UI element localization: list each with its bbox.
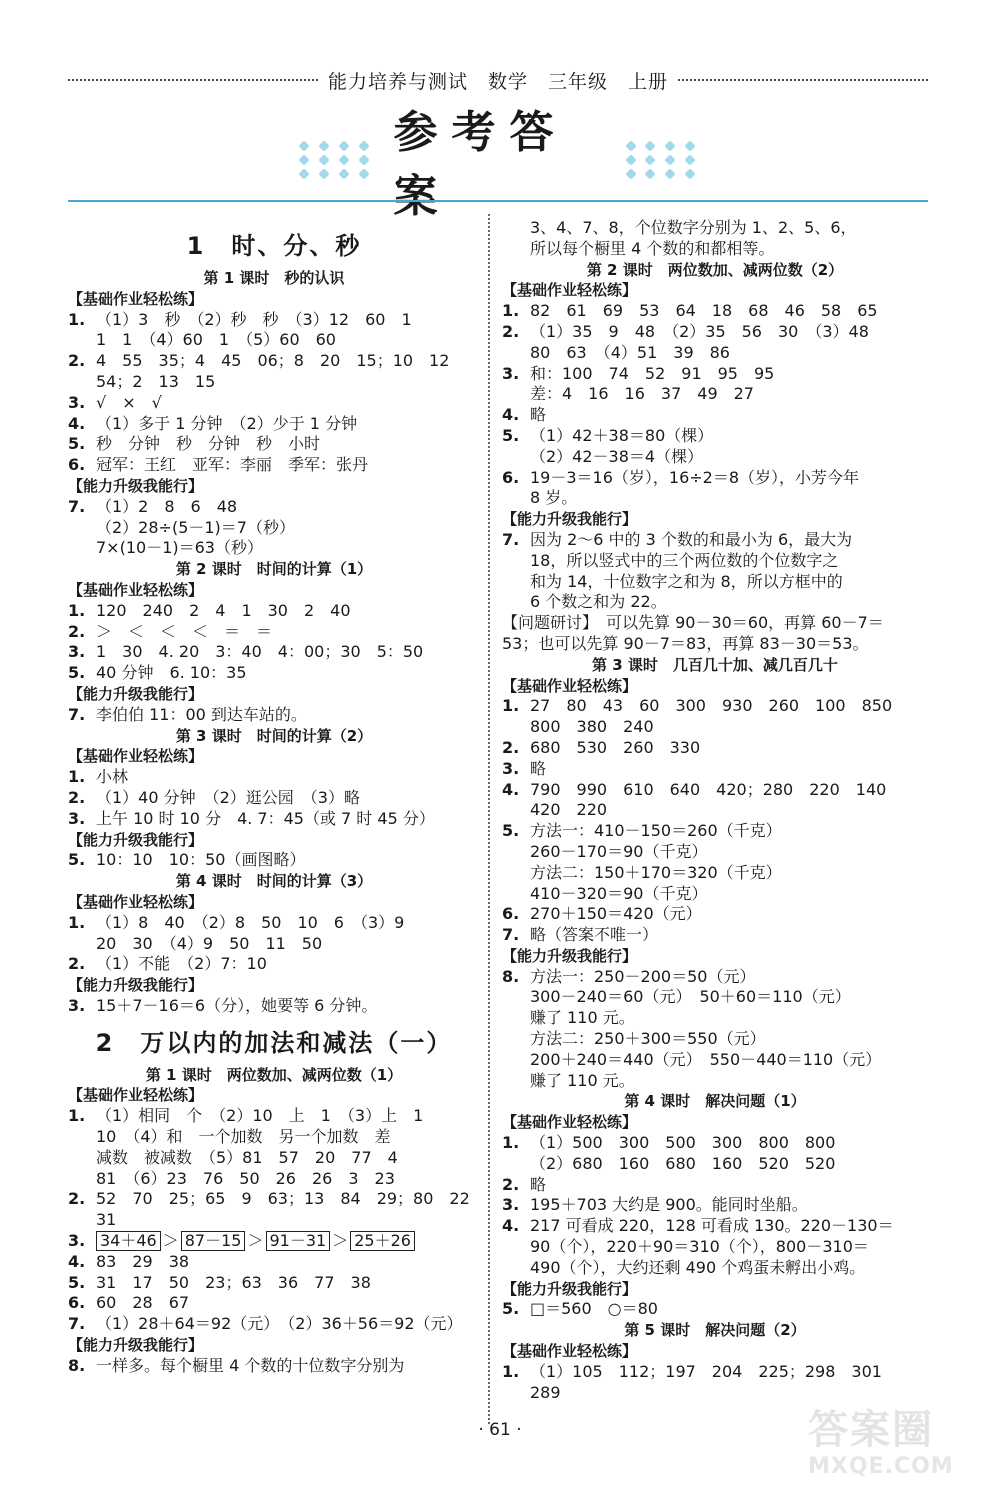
question-number: 3. — [502, 758, 520, 778]
answer-text: （1）500 300 500 300 800 800 — [530, 1133, 836, 1153]
answer-continuation: （2）42－38＝4（棵） — [530, 446, 704, 466]
answer-text: （1）多于 1 分钟 （2）少于 1 分钟 — [96, 413, 358, 433]
answer-text: 上午 10 时 10 分 4. 7：45（或 7 时 45 分） — [96, 808, 435, 828]
question-number: 1. — [68, 767, 86, 787]
answer-text: 217 可看成 220，128 可看成 130。220－130＝ — [530, 1216, 894, 1236]
question-number: 3. — [68, 808, 86, 828]
section-label: 【基础作业轻松练】 — [68, 580, 204, 599]
answer-continuation: （2）680 160 680 160 520 520 — [530, 1153, 836, 1173]
answer-text: 略 — [530, 1174, 547, 1194]
answer-continuation: 54；2 13 15 — [96, 371, 216, 391]
answer-continuation: 方法二：150＋170＝320（千克） — [530, 862, 782, 882]
answer-line — [68, 414, 480, 435]
answer-line — [502, 904, 928, 925]
answer-continuation: 18，所以竖式中的三个两位数的个位数字之 — [530, 550, 839, 570]
question-number: 3. — [502, 363, 520, 383]
section-label: 【基础作业轻松练】 — [502, 281, 638, 300]
answer-continuation: 410－320＝90（千克） — [530, 883, 708, 903]
question-number: 1. — [68, 309, 86, 329]
answer-continuation: 260－170＝90（千克） — [530, 841, 708, 861]
section-label: 【能力升级我能行】 — [502, 1279, 638, 1298]
question-number: 3. — [68, 1231, 86, 1251]
question-number: 4. — [502, 779, 520, 799]
header-text: 能力培养与测试 数学 三年级 上册 — [328, 70, 669, 93]
answer-text: 冠军：王红 亚军：李丽 季军：张丹 — [96, 455, 369, 475]
answer-line — [68, 767, 480, 788]
answer-line — [68, 1106, 480, 1127]
answer-text: 方法一：410－150＝260（千克） — [530, 821, 782, 841]
question-number: 7. — [68, 704, 86, 724]
answer-continuation: 减数 被减数 （5）81 57 20 77 4 — [96, 1147, 398, 1167]
answer-line — [502, 1195, 928, 1216]
answer-text: 10：10 10：50（画图略） — [96, 850, 306, 870]
answer-continuation: 赚了 110 元。 — [530, 1070, 635, 1090]
question-number: 5. — [68, 434, 86, 454]
answer-text: 52 70 25；65 9 63；13 84 29；80 22 — [96, 1189, 470, 1209]
answer-line — [68, 1189, 480, 1210]
answer-line — [68, 663, 480, 684]
page-title: 参考答案 — [393, 107, 568, 222]
answer-line — [68, 642, 480, 663]
answer-line — [502, 426, 928, 447]
answer-line — [502, 967, 928, 988]
section-label: 【基础作业轻松练】 — [502, 676, 638, 695]
greater-than-sign: ＞ — [332, 1231, 349, 1251]
section-label: 【基础作业轻松练】 — [68, 1086, 204, 1105]
answer-line — [68, 455, 480, 476]
chapter-title: 1 时、分、秒 — [186, 232, 362, 260]
answer-continuation: 490（个），大约还剩 490 个鸡蛋未孵出小鸡。 — [530, 1257, 866, 1277]
answer-text: 270＋150＝420（元） — [530, 904, 702, 924]
question-number: 5. — [68, 1272, 86, 1292]
lesson-heading: 第 2 课时 时间的计算（1） — [175, 560, 373, 579]
answer-line — [68, 351, 480, 372]
section-label: 【基础作业轻松练】 — [68, 289, 204, 308]
answer-line — [502, 759, 928, 780]
question-number: 5. — [502, 1299, 520, 1319]
answer-text: 31 17 50 23；63 36 77 38 — [96, 1272, 371, 1292]
decor-left-icon — [300, 132, 373, 188]
section-label: 【能力升级我能行】 — [68, 1336, 204, 1355]
lesson-heading: 第 5 课时 解决问题（2） — [624, 1321, 806, 1340]
answer-continuation: 3、4、7、8，个位数字分别为 1、2、5、6， — [530, 218, 857, 237]
section-label: 【基础作业轻松练】 — [502, 1342, 638, 1361]
answer-line — [502, 1216, 928, 1237]
answer-line — [68, 850, 480, 871]
answer-text: 一样多。每个橱里 4 个数的十位数字分别为 — [96, 1355, 405, 1375]
answer-text: 略 — [530, 405, 547, 425]
answer-text: 83 29 38 — [96, 1251, 190, 1271]
column-divider — [488, 214, 490, 1424]
answer-text: 19－3＝16（岁），16÷2＝8（岁），小芳今年 — [530, 467, 860, 487]
question-number: 3. — [502, 1195, 520, 1215]
lesson-heading: 第 4 课时 解决问题（1） — [624, 1092, 806, 1111]
question-number: 6. — [68, 455, 86, 475]
discussion-line: 【问题研讨】 可以先算 90－30＝60，再算 60－7＝ — [502, 613, 884, 633]
boxed-expression: 25＋26 — [350, 1231, 415, 1251]
section-label: 【能力升级我能行】 — [68, 976, 204, 995]
question-number: 2. — [68, 621, 86, 641]
answer-text: 方法一：250－200＝50（元） — [530, 966, 756, 986]
watermark-logo — [808, 1406, 978, 1488]
answer-line — [502, 301, 928, 322]
answer-line — [68, 1356, 480, 1377]
answer-text: 40 分钟 6. 10：35 — [96, 663, 247, 683]
answer-line — [68, 996, 480, 1017]
answer-text: 略 — [530, 758, 547, 778]
answer-line — [502, 405, 928, 426]
question-number: 2. — [68, 351, 86, 371]
question-number: 1. — [502, 1361, 520, 1381]
question-number: 5. — [502, 425, 520, 445]
question-number: 7. — [68, 1314, 86, 1334]
answer-continuation: 90（个），220＋90＝310（个），800－310＝ — [530, 1237, 869, 1257]
question-number: 2. — [68, 954, 86, 974]
answer-line — [502, 1362, 928, 1383]
answer-text: （1）2 8 6 48 — [96, 496, 238, 516]
answer-text: 秒 分钟 秒 分钟 秒 小时 — [96, 434, 321, 454]
section-label: 【能力升级我能行】 — [502, 510, 638, 529]
section-label: 【能力升级我能行】 — [68, 476, 204, 495]
question-number: 2. — [68, 787, 86, 807]
answer-text: 60 28 67 — [96, 1293, 190, 1313]
question-number: 2. — [68, 1189, 86, 1209]
answer-text: 15＋7－16＝6（分），她要等 6 分钟。 — [96, 995, 378, 1015]
answer-line — [68, 1314, 480, 1335]
watermark-domain: MXQE.COM — [808, 1454, 954, 1479]
greater-than-sign: ＞ — [247, 1231, 264, 1251]
section-label: 【能力升级我能行】 — [68, 684, 204, 703]
answer-text: 790 990 610 640 420；280 220 140 — [530, 779, 887, 799]
answer-text: 27 80 43 60 300 930 260 100 850 — [530, 696, 893, 716]
answer-line — [502, 1175, 928, 1196]
answer-text: （1）40 分钟 （2）逛公园 （3）略 — [96, 787, 360, 807]
answer-line — [502, 1133, 928, 1154]
question-number: 2. — [502, 321, 520, 341]
answer-continuation: 7×(10－1)＝63（秒） — [96, 538, 263, 558]
question-number: 7. — [502, 529, 520, 549]
title-banner — [300, 107, 700, 222]
answer-text: （1）35 9 48 （2）35 56 30 （3）48 — [530, 321, 869, 341]
answer-text: （1）不能 （2）7：10 — [96, 954, 267, 974]
question-number: 5. — [68, 663, 86, 683]
answer-text: （1）3 秒 （2）秒 秒 （3）12 60 1 — [96, 309, 412, 329]
answer-line — [68, 601, 480, 622]
answer-continuation: 81 （6）23 76 50 26 26 3 23 — [96, 1168, 395, 1188]
section-label: 【基础作业轻松练】 — [502, 1113, 638, 1132]
answer-line — [68, 913, 480, 934]
answer-continuation: 方法二：250＋300＝550（元） — [530, 1029, 766, 1049]
answer-text: √ × √ — [96, 392, 162, 412]
chapter-title: 2 万以内的加法和减法（一） — [95, 1028, 453, 1057]
question-number: 4. — [68, 1251, 86, 1271]
answer-line — [502, 821, 928, 842]
answer-text: 因为 2～6 中的 3 个数的和最小为 6，最大为 — [530, 529, 853, 549]
answer-text: （1）8 40 （2）8 50 10 6 （3）9 — [96, 912, 405, 932]
answer-line — [68, 1231, 480, 1252]
answer-text: 李伯伯 11：00 到达车站的。 — [96, 704, 307, 724]
answer-continuation: 200＋240＝440（元） 550－440＝110（元） — [530, 1049, 882, 1069]
page-number: · 61 · — [478, 1420, 522, 1440]
answer-text: （1）105 112；197 204 225；298 301 — [530, 1361, 882, 1381]
question-number: 1. — [502, 1133, 520, 1153]
answer-text: （1）42＋38＝80（棵） — [530, 425, 714, 445]
left-column — [68, 218, 480, 1377]
answer-continuation: 420 220 — [530, 800, 608, 820]
answer-line — [68, 622, 480, 643]
answer-line — [502, 530, 928, 551]
answer-continuation: 差：4 16 16 37 49 27 — [530, 384, 754, 404]
answer-text: （1）28＋64＝92（元） （2）36＋56＝92（元） — [96, 1314, 463, 1334]
discussion-line: 53；也可以先算 90－7＝83，再算 83－30＝53。 — [502, 633, 869, 653]
answer-continuation: 1 1 （4）60 1 （5）60 60 — [96, 330, 336, 350]
question-number: 1. — [68, 912, 86, 932]
answer-line — [68, 1252, 480, 1273]
answer-line — [68, 434, 480, 455]
question-number: 7. — [502, 925, 520, 945]
answer-line — [502, 364, 928, 385]
answer-continuation: 300－240＝60（元） 50＋60＝110（元） — [530, 987, 851, 1007]
answer-continuation: 和为 14，十位数字之和为 8，所以方框中的 — [530, 571, 843, 591]
answer-line — [502, 468, 928, 489]
answer-line — [502, 1299, 928, 1320]
header-rule-left — [68, 79, 318, 81]
lesson-heading: 第 4 课时 时间的计算（3） — [175, 872, 373, 891]
question-number: 3. — [68, 392, 86, 412]
answer-text: 680 530 260 330 — [530, 737, 701, 757]
question-number: 6. — [502, 904, 520, 924]
answer-continuation: 8 岁。 — [530, 488, 578, 508]
answer-continuation: 6 个数之和为 22。 — [530, 592, 667, 612]
answer-line — [68, 310, 480, 331]
answer-text: ＞ ＜ ＜ ＜ ＝ ＝ — [96, 621, 273, 641]
question-number: 1. — [68, 600, 86, 620]
question-number: 2. — [502, 737, 520, 757]
answer-text: 和：100 74 52 91 95 95 — [530, 363, 775, 383]
answer-line — [502, 925, 928, 946]
right-column — [502, 218, 928, 1403]
answer-continuation: 赚了 110 元。 — [530, 1008, 635, 1028]
question-number: 6. — [502, 467, 520, 487]
answer-text: 4 55 35；4 45 06；8 20 15；10 12 — [96, 351, 450, 371]
answer-text: （1）相同 个 （2）10 上 1 （3）上 1 — [96, 1106, 424, 1126]
answer-continuation: 31 — [96, 1210, 117, 1230]
answer-continuation: 10 （4）和 一个加数 另一个加数 差 — [96, 1127, 391, 1147]
question-number: 3. — [68, 995, 86, 1015]
boxed-expression: 34＋46 — [96, 1231, 161, 1251]
answer-line — [68, 809, 480, 830]
answer-continuation: 所以每个橱里 4 个数的和都相等。 — [530, 238, 775, 258]
boxed-expression: 91－31 — [266, 1231, 331, 1251]
question-number: 6. — [68, 1293, 86, 1313]
answer-line — [502, 322, 928, 343]
question-number: 1. — [502, 696, 520, 716]
answer-continuation: 20 30 （4）9 50 11 50 — [96, 933, 323, 953]
answer-line — [68, 1293, 480, 1314]
lesson-heading: 第 3 课时 时间的计算（2） — [175, 726, 373, 745]
lesson-heading: 第 3 课时 几百几十加、减几百几十 — [592, 655, 838, 674]
lesson-heading: 第 1 课时 秒的认识 — [203, 269, 345, 287]
question-number: 5. — [68, 850, 86, 870]
answer-line — [68, 497, 480, 518]
section-label: 【基础作业轻松练】 — [68, 747, 204, 766]
lesson-heading: 第 2 课时 两位数加、减两位数（2） — [586, 260, 844, 279]
answer-line — [502, 780, 928, 801]
question-number: 8. — [502, 966, 520, 986]
question-number: 1. — [502, 301, 520, 321]
answer-line — [68, 954, 480, 975]
answer-line — [68, 705, 480, 726]
answer-continuation: （2）28÷(5－1)＝7（秒） — [96, 517, 295, 537]
answer-line — [502, 696, 928, 717]
answer-continuation: 289 — [530, 1382, 561, 1402]
question-number: 1. — [68, 1106, 86, 1126]
question-number: 2. — [502, 1174, 520, 1194]
header-rule-right — [678, 79, 928, 81]
answer-continuation: 80 63 （4）51 39 86 — [530, 342, 730, 362]
greater-than-sign: ＞ — [162, 1231, 179, 1251]
answer-text: 1 30 4. 20 3：40 4：00；30 5：50 — [96, 642, 424, 662]
section-label: 【能力升级我能行】 — [68, 830, 204, 849]
answer-text: 120 240 2 4 1 30 2 40 — [96, 600, 351, 620]
answer-text: 82 61 69 53 64 18 68 46 58 65 — [530, 301, 878, 321]
title-underline — [68, 200, 928, 202]
section-label: 【基础作业轻松练】 — [68, 892, 204, 911]
question-number: 8. — [68, 1355, 86, 1375]
answer-line — [68, 1273, 480, 1294]
question-number: 4. — [502, 1216, 520, 1236]
running-header — [68, 66, 928, 94]
answer-text: □＝560 ○＝80 — [530, 1299, 658, 1319]
question-number: 4. — [68, 413, 86, 433]
answer-text: 195＋703 大约是 900。能同时坐船。 — [530, 1195, 808, 1215]
question-number: 3. — [68, 642, 86, 662]
answer-line — [68, 788, 480, 809]
boxed-expression: 87－15 — [181, 1231, 246, 1251]
lesson-heading: 第 1 课时 两位数加、减两位数（1） — [145, 1065, 403, 1084]
question-number: 7. — [68, 496, 86, 516]
answer-continuation: 800 380 240 — [530, 717, 654, 737]
section-label: 【能力升级我能行】 — [502, 946, 638, 965]
question-number: 5. — [502, 821, 520, 841]
answer-line — [68, 393, 480, 414]
answer-line — [502, 738, 928, 759]
decor-right-icon — [627, 132, 700, 188]
question-number: 4. — [502, 405, 520, 425]
watermark-text: 答案圈 — [808, 1407, 934, 1453]
answer-text: 略（答案不唯一） — [530, 925, 659, 945]
answer-text: 小林 — [96, 767, 129, 787]
